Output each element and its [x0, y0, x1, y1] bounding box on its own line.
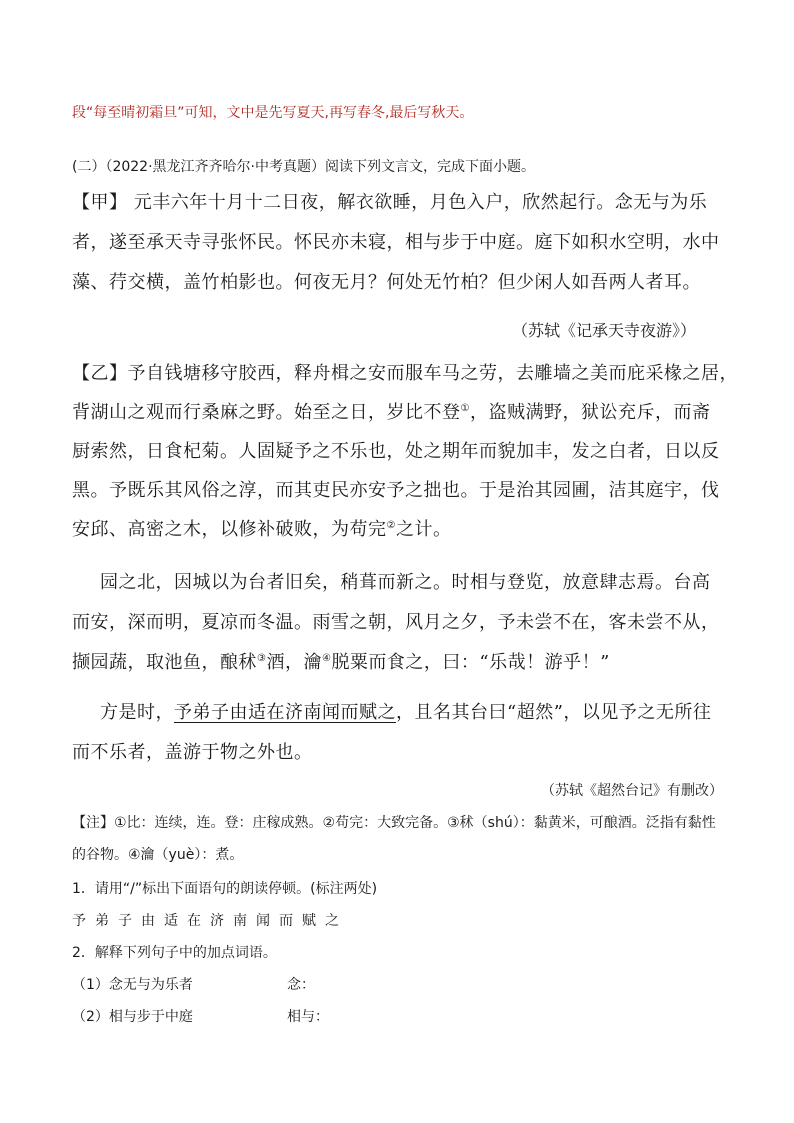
yi-p2-line-1: 园之北，因城以为台者旧矣，稍葺而新之。时相与登览，放意肆志焉。台高: [100, 572, 711, 593]
question-2-item-1: （1）念无与为乐者: [72, 977, 193, 993]
yi-p3-line-2: 而不乐者，盖游于物之外也。: [72, 742, 313, 763]
notes-line-1: 【注】①比：连续，连。登：庄稼成熟。②苟完：大致完备。③秫（shú）：黏黄米，可酿酒。泛指有黏性: [72, 815, 716, 831]
jia-line-2: 者，遂至承天寺寻张怀民。怀民亦未寝，相与步于中庭。庭下如积水空明，水中: [72, 232, 720, 253]
jia-text-1: 元丰六年十月十二日夜，解衣欲睡，月色入户，欣然起行。念无与为乐: [133, 192, 708, 213]
yi-text-p3-1a: 方是时，: [100, 702, 174, 723]
jia-line-3: 藻、荇交横，盖竹柏影也。何夜无月？何处无竹柏？但少闲人如吾两人者耳。: [72, 272, 701, 293]
underlined-sentence: 予弟子由适在济南闻而赋之: [174, 702, 396, 723]
note-marker-1: ①: [460, 403, 470, 414]
section-header: (二）（2022·黑龙江齐齐哈尔·中考真题）阅读下列文言文，完成下面小题。: [72, 159, 535, 175]
question-1-sentence: 予弟子由适在济南闻而赋之: [72, 913, 348, 929]
yi-text-p3-1b: ，且名其台曰“超然”，以见予之无所往: [396, 702, 712, 723]
note-marker-2: ②: [386, 520, 396, 531]
question-2-item-2-answer: 相与：: [287, 1009, 329, 1025]
yi-p2-line-2: 而安，深而明，夏凉而冬温。雨雪之朝，风月之夕，予未尝不在，客未尝不从，: [72, 612, 720, 633]
yi-text-p2-3a: 撷园蔬，取池鱼，酿秫: [72, 652, 257, 673]
yi-text-2a: 背湖山之观而行桑麻之野。始至之日，岁比不登: [72, 402, 461, 423]
jia-label: 【甲】: [72, 192, 128, 213]
question-2-item-2: （2）相与步于中庭: [72, 1009, 193, 1025]
yi-p1-line-3: 厨索然，日食杞菊。人固疑予之不乐也，处之期年而貌加丰，发之白者，日以反: [72, 441, 720, 462]
question-1: 1．请用“/”标出下面语句的朗读停顿。(标注两处): [72, 881, 378, 897]
yi-p1-line-5: [72, 515, 451, 541]
yi-p2-line-3: [72, 648, 610, 674]
yi-p1-line-4: 黑。予既乐其风俗之淳，而其吏民亦安予之拙也。于是治其园圃，洁其庭宇，伐: [72, 480, 720, 501]
yi-text-p2-3c: 脱粟而食之，曰：“乐哉！游乎！”: [331, 652, 610, 673]
yi-text-2b: ，盗贼满野，狱讼充斥，而斋: [469, 402, 711, 423]
notes-line-2: 的谷物。④瀹（yuè）：煮。: [72, 847, 244, 863]
yi-p3-line-1: [100, 698, 711, 724]
jia-line-1: [72, 188, 707, 214]
yi-p1-line-2: [72, 398, 710, 424]
note-marker-3: ③: [257, 653, 267, 664]
jia-source: （苏轼《记承天寺夜游》）: [512, 321, 697, 340]
question-2: 2．解释下列句子中的加点词语。: [72, 945, 277, 961]
yi-text-5b: 之计。: [395, 519, 452, 540]
intro-answer-line: 段“每至晴初霜旦”可知，文中是先写夏天,再写春冬,最后写秋天。: [72, 105, 474, 121]
yi-source: （苏轼《超然台记》有删改）: [541, 783, 723, 799]
question-2-item-1-answer: 念：: [287, 977, 315, 993]
yi-text-p2-3b: 酒，瀹: [266, 652, 322, 673]
yi-text-5a: 安邱、高密之木，以修补破败，为苟完: [72, 519, 387, 540]
yi-text-1: 予自钱塘移守胶西，释舟楫之安而服车马之劳，去雕墙之美而庇采椽之居，: [127, 363, 738, 384]
yi-label: 【乙】: [72, 363, 128, 384]
note-marker-4: ④: [321, 653, 332, 664]
yi-p1-line-1: [72, 359, 738, 385]
